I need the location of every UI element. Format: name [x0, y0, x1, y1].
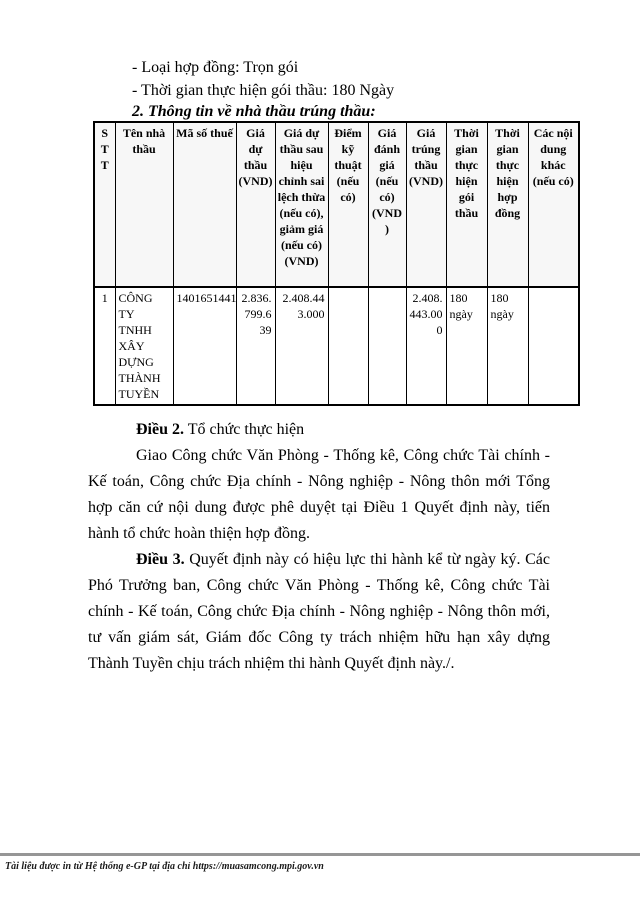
header-stt: STT: [94, 122, 115, 287]
footer-divider: [0, 853, 640, 856]
package-duration-line: - Thời gian thực hiện gói thầu: 180 Ngày: [132, 82, 395, 99]
article-3-label: Điều 3.: [136, 551, 185, 568]
contract-type-line: - Loại hợp đồng: Trọn gói: [132, 59, 299, 76]
cell-contract-duration: 180 ngày: [487, 287, 528, 405]
cell-evaluated-price: [368, 287, 406, 405]
article-3-paragraph: [88, 547, 550, 677]
article-2-heading: [88, 417, 550, 443]
cell-stt: 1: [94, 287, 115, 405]
cell-contractor-name: CÔNG TY TNHH XÂY DỰNG THÀNH TUYỀN: [115, 287, 173, 405]
cell-other-content: [528, 287, 579, 405]
article-2-body-text: Giao Công chức Văn Phòng - Thống kê, Công chức Tài chính - Kế toán, Công chức Địa chính - Nông nghiệp - Nông thôn mới Tổng hợp căn cứ nội dung được phê duyệt tại Điều 1 Quyết định này, tiến hành tổ chức hoàn thiện hợp đồng.: [88, 447, 550, 542]
section-heading: 2. Thông tin về nhà thầu trúng thầu:: [132, 103, 376, 120]
article-2-body: [88, 443, 550, 547]
table-row: [94, 287, 579, 405]
cell-winning-price: 2.408.443.000: [406, 287, 446, 405]
cell-technical-score: [328, 287, 368, 405]
footer-print-note: Tài liệu được in từ Hệ thống e-GP tại địa chỉ https://muasamcong.mpi.gov.vn: [5, 861, 324, 872]
article-2-label: Điều 2.: [136, 421, 184, 438]
header-other-content: Các nội dung khác (nếu có): [528, 122, 579, 287]
page-footer: [0, 853, 640, 872]
header-package-duration: Thời gian thực hiện gói thầu: [446, 122, 487, 287]
cell-tax-code: 1401651441: [173, 287, 236, 405]
winning-contractor-table: [93, 121, 580, 406]
article-2-title: Tổ chức thực hiện: [187, 421, 305, 438]
header-contractor-name: Tên nhà thầu: [115, 122, 173, 287]
table-header-row: [94, 122, 579, 287]
cell-bid-price: 2.836.799.639: [236, 287, 275, 405]
article-3-body-text: Quyết định này có hiệu lực thi hành kể từ ngày ký. Các Phó Trưởng ban, Công chức Văn Phòng - Thống kê, Công chức Tài chính - Kế toán, Công chức Địa chính - Nông nghiệp - Nông thôn mới, tư vấn giám sát, Giám đốc Công ty trách nhiệm hữu hạn xây dựng Thành Tuyền chịu trách nhiệm thi hành Quyết định này./.: [88, 551, 551, 672]
header-winning-price: Giá trúng thầu (VND): [406, 122, 446, 287]
cell-package-duration: 180 ngày: [446, 287, 487, 405]
header-contract-duration: Thời gian thực hiện hợp đồng: [487, 122, 528, 287]
header-evaluated-price: Giá đánh giá (nếu có) (VND): [368, 122, 406, 287]
header-tax-code: Mã số thuế: [173, 122, 236, 287]
header-technical-score: Điểm kỹ thuật (nếu có): [328, 122, 368, 287]
header-adjusted-bid-price: Giá dự thầu sau hiệu chỉnh sai lệch thừa (nếu có), giảm giá (nếu có) (VND): [275, 122, 328, 287]
header-bid-price: Giá dự thầu (VND): [236, 122, 275, 287]
articles-section: [88, 417, 550, 677]
cell-adjusted-bid-price: 2.408.443.000: [275, 287, 328, 405]
